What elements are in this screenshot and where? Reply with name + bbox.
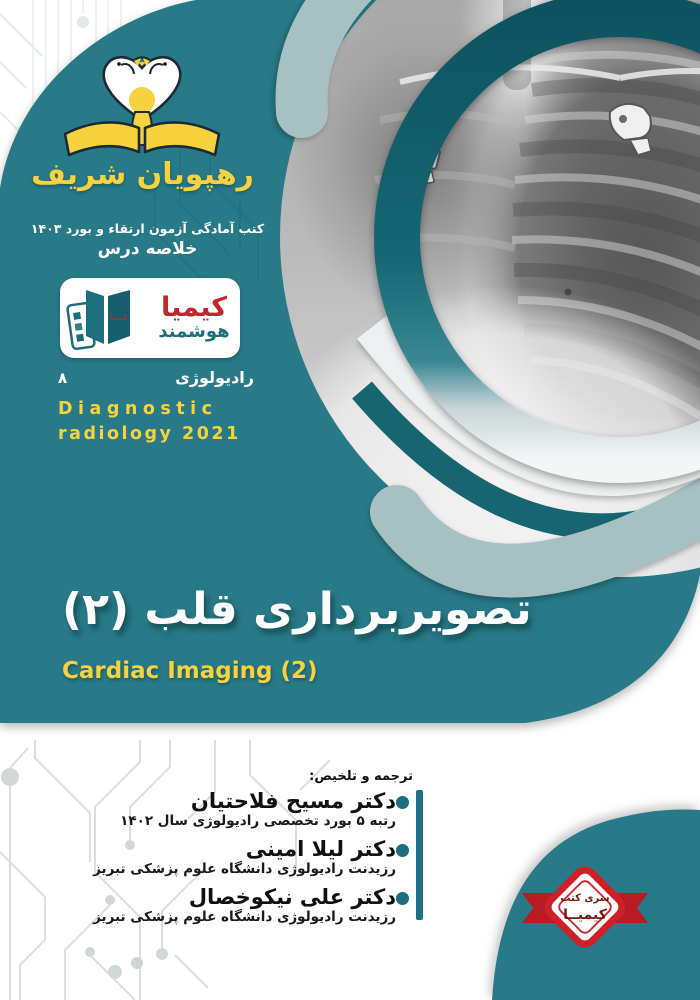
publisher-name: رهپویان شریف (31, 157, 254, 192)
author-bullet (396, 892, 409, 905)
book-phone-icon (64, 282, 142, 354)
book-title-en: Cardiac Imaging (2) (62, 658, 318, 684)
badge-line2: کیمیــا (563, 907, 607, 923)
kimia-name: کیمیا (161, 292, 227, 324)
publisher-tagline: کتب آمادگی آزمون ارتقاء و بورد ۱۴۰۳ (30, 221, 265, 236)
publisher-logo (55, 48, 230, 160)
svg-text:کیمیا: کیمیا (110, 314, 128, 322)
credits-accent-bar (416, 790, 423, 920)
author-role: رزیدنت رادیولوژی دانشگاه علوم پزشکی تبریز (93, 909, 396, 925)
book-left (65, 122, 139, 155)
book-right (145, 122, 219, 155)
credits-heading: ترجمه و تلخیص: (309, 769, 413, 784)
author-bullet (396, 844, 409, 857)
author-role: رتبه ۵ بورد تخصصی رادیولوژی سال ۱۴۰۲ (120, 813, 396, 829)
author-name: دکتر مسیح فلاحتیان (190, 789, 396, 813)
author-name: دکتر لیلا امینی (245, 837, 396, 861)
reference-line-1: Diagnostic (58, 399, 218, 419)
series-line (58, 368, 254, 387)
edition-note: خلاصه درس (97, 239, 198, 259)
kimia-sub: هوشمند (158, 320, 230, 342)
series-volume: ۸ (58, 368, 68, 387)
book-title-fa: تصویربرداری قلب (۲) (62, 584, 532, 635)
badge-line1: سری کتب (560, 893, 610, 904)
author-bullet (396, 796, 409, 809)
series-field: رادیولوژی (175, 368, 254, 387)
kimia-logo-box (60, 278, 240, 358)
series-badge (515, 835, 655, 980)
author-name: دکتر علی نیکوخصال (188, 885, 396, 909)
author-role: رزیدنت رادیولوژی دانشگاه علوم پزشکی تبریز (93, 861, 396, 877)
reference-line-2: radiology 2021 (58, 424, 241, 444)
